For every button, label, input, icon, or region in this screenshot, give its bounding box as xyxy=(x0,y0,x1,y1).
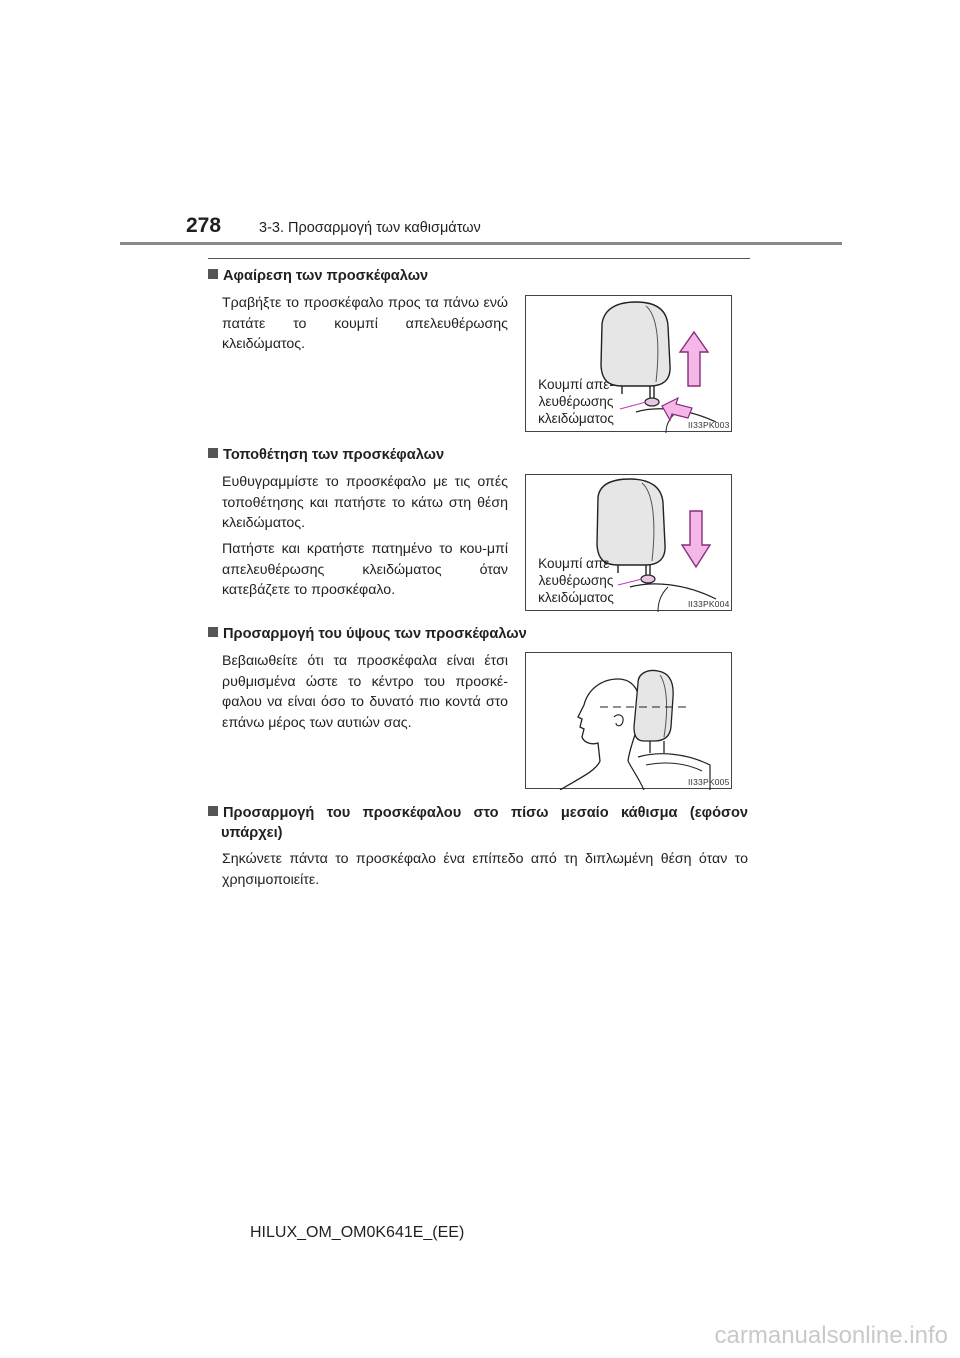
square-bullet-icon xyxy=(208,269,218,279)
header-rule xyxy=(120,242,842,245)
paragraph-adjust-height: Βεβαιωθείτε ότι τα προσκέφαλα είναι έτσι ρυθμισμένα ώστε το κέντρο του προσκέ-φαλου να είναι όσο το δυνατό πιο κοντά στο επάνω μέρος των αυτιών σας. xyxy=(222,653,508,731)
figure-install-headrest xyxy=(525,474,732,611)
section-rule xyxy=(208,258,750,259)
square-bullet-icon xyxy=(208,627,218,637)
section-title: 3-3. Προσαρμογή των καθισμάτων xyxy=(259,220,481,236)
paragraph-remove: Τραβήξτε το προσκέφαλο προς τα πάνω ενώ πατάτε το κουμπί απελευθέρωσης κλειδώματος. xyxy=(222,295,508,352)
head-and-headrest-illustration xyxy=(526,653,733,790)
page-number: 278 xyxy=(186,214,222,237)
figure-code: II33PK005 xyxy=(688,777,730,787)
square-bullet-icon xyxy=(208,448,218,458)
paragraph-install-2: Πατήστε και κρατήστε πατημένο το κου-μπί απελευθέρωσης κλειδώματος όταν κατεβάζετε το προσκέφαλο. xyxy=(222,541,508,598)
paragraph-install-1: Ευθυγραμμίστε το προσκέφαλο με τις οπές τοποθέτησης και πατήστε το κάτω στη θέση κλειδώματος. xyxy=(222,474,508,531)
heading-adjust-height: Προσαρμογή του ύψους των προσκέφαλων xyxy=(208,624,527,644)
paragraph-rear-center-seat: Σηκώνετε πάντα το προσκέφαλο ένα επίπεδο από τη διπλωμένη θέση όταν το χρησιμοποιείτε. xyxy=(222,851,748,888)
document-code: HILUX_OM_OM0K641E_(EE) xyxy=(250,1224,465,1241)
figure-code: II33PK004 xyxy=(688,599,730,609)
figure-code: II33PK003 xyxy=(688,420,730,430)
heading-install-headrests: Τοποθέτηση των προσκέφαλων xyxy=(208,445,444,465)
figure-remove-headrest xyxy=(525,295,732,432)
callout-release-button: Κουμπί απε- λευθέρωσης κλειδώματος xyxy=(538,556,614,605)
heading-remove-headrests: Αφαίρεση των προσκέφαλων xyxy=(208,266,428,286)
square-bullet-icon xyxy=(208,806,218,816)
callout-release-button: Κουμπί απε- λευθέρωσης κλειδώματος xyxy=(538,377,614,426)
watermark: carmanualsonline.info xyxy=(714,1322,948,1349)
figure-headrest-height xyxy=(525,652,732,789)
heading-rear-center-seat: Προσαρμογή του προσκέφαλου στο πίσω μεσαίο κάθισμα (εφόσον υπάρχει) xyxy=(208,803,748,843)
